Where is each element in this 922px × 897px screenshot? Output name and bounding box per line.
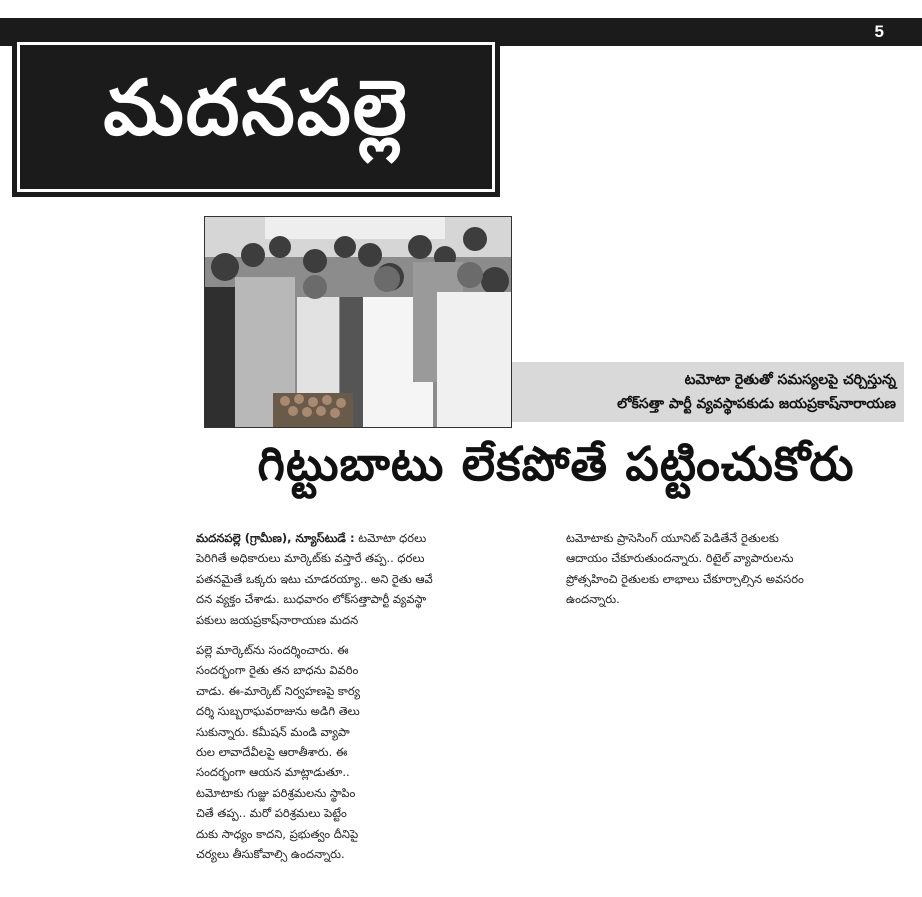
caption-line: టమోటా రైతుతో సమస్యలపై చర్చిస్తున్న bbox=[684, 372, 896, 388]
article-line: దన వ్యక్తం చేశాడు. బుధవారం లోక్‌సత్తాపార్టీ వ్యవస్థా bbox=[196, 592, 427, 607]
article-line: చాడు. ఈ-మార్కెట్ నిర్వహణపై కార్య bbox=[196, 683, 360, 698]
caption-line: లోక్‌సత్తా పార్టీ వ్యవస్థాపకుడు జయప్రకాష్‌నారాయణ bbox=[617, 396, 896, 412]
article-column-1-narrow bbox=[196, 640, 440, 864]
article-line: ఆదాయం చేకూరుతుందన్నారు. రిటైల్ వ్యాపారులను bbox=[566, 551, 794, 566]
crowd-photo-illustration bbox=[205, 217, 511, 427]
article-line: పెరిగితే అధికారులు మార్కెట్‌కు వస్తారే తప్ప.. ధరలు bbox=[196, 551, 425, 566]
article-line: సుకున్నారు. కమీషన్ మండి వ్యాపా bbox=[196, 724, 350, 739]
masthead bbox=[12, 37, 500, 197]
article-line: ఉందన్నారు. bbox=[566, 592, 620, 607]
article-line: సందర్భంగా ఆయన మాట్లాడుతూ.. bbox=[196, 765, 350, 780]
article-line: రుల లావాదేవీలపై ఆరాతీశారు. ఈ bbox=[196, 745, 348, 760]
article-line: పకులు జయప్రకాష్‌నారాయణ మదన bbox=[196, 612, 359, 627]
article-line: టమోటాకు ప్రాసెసింగ్ యూనిట్ పెడితేనే రైతులకు bbox=[566, 531, 779, 545]
article-line: టమోటాకు గుజ్జు పరిశ్రమలను స్థాపిం bbox=[196, 785, 356, 800]
article-line: చర్యలు తీసుకోవాల్సి ఉందన్నారు. bbox=[196, 847, 345, 862]
page-number: 5 bbox=[874, 22, 884, 41]
article-column-2 bbox=[566, 528, 906, 610]
article-text: టమోటా ధరలు bbox=[354, 531, 427, 545]
masthead-frame bbox=[17, 42, 495, 192]
article-headline bbox=[200, 432, 912, 508]
article-line bbox=[196, 528, 546, 548]
photo-caption bbox=[512, 362, 904, 422]
headline-text: గిట్టుబాటు లేకపోతే పట్టించుకోరు bbox=[257, 437, 855, 492]
masthead-title: మదనపల్లె bbox=[103, 63, 409, 152]
dateline: మదనపల్లె (గ్రామీణ), న్యూస్‌టుడే : bbox=[196, 531, 355, 545]
article-line: దర్శి సుబ్బరాఘవరాజును అడిగి తెలు bbox=[196, 704, 360, 719]
news-photo bbox=[204, 216, 512, 428]
article-line: చితే తప్ప.. మరో పరిశ్రమలు పెట్టేం bbox=[196, 806, 347, 821]
article-line: సందర్భంగా రైతు తన బాధను వివరిం bbox=[196, 663, 359, 678]
article-line: ప్రోత్సహించి రైతులకు లాభాలు చేకూర్చాల్సిన అవసరం bbox=[566, 571, 804, 586]
article-column-1 bbox=[196, 528, 546, 630]
article-line: పల్లె మార్కెట్‌ను సందర్శించారు. ఈ bbox=[196, 643, 349, 657]
article-line: దుకు సాధ్యం కాదని, ప్రభుత్వం దీనిపై bbox=[196, 826, 359, 841]
article-line: పతనమైతే ఒక్కరు ఇటు చూడరయ్యా.. అని రైతు ఆవే bbox=[196, 571, 433, 586]
